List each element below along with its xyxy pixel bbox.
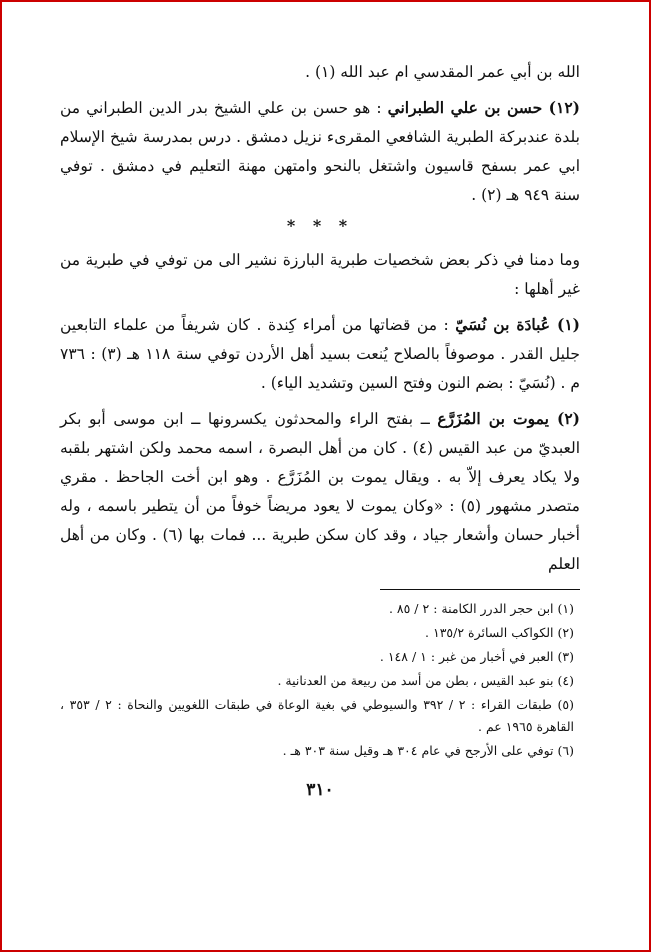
footnote: (٦) توفي على الأرجح في عام ٣٠٤ هـ وقيل سنة ٣٠٣ هـ . xyxy=(282,743,574,758)
entry-heading: (١٢) حسن بن علي الطبراني xyxy=(387,98,580,117)
entry-yamut xyxy=(60,404,580,579)
document-page xyxy=(60,58,580,800)
entry-ubada xyxy=(60,310,580,398)
paragraph-text: وما دمنا في ذكر بعض شخصيات طبرية البارزة نشير الى من توفي في طبرية من غير أهلها : xyxy=(60,251,580,298)
entry-hasan-tabarani xyxy=(60,93,580,210)
paragraph-text: الله بن أبي عمر المقدسي ام عبد الله (١) . xyxy=(305,63,580,81)
entry-text: ــ بفتح الراء والمحدثون يكسرونها ــ ابن موسى أبو بكر العبديّ من عبد القيس (٤) . كان من أهل البصرة ، اسمه محمد ولكن اشتهر بلقبه ولا يكاد يعرف إلاّ به . ويقال يموت بن المُزَرَّع . وهو ابن أخت الجاحظ . مقري متصدر مشهور (٥) : «وكان يموت لا يعود مريضاً خوفاً من أن يتطير باسمه ، وله أخبار حسان وأشعار جياد ، وقد كان سكن طبرية ... فمات بها (٦) . وكان من أهل العلم xyxy=(60,410,580,573)
section-separator: * * * xyxy=(286,216,354,235)
entry-heading: (١) عُبادَة بن نُسَيّ xyxy=(455,315,580,334)
footnote-divider xyxy=(380,589,580,590)
entry-text: : من قضاتها من أمراء كِندة . كان شريفاً من علماء التابعين جليل القدر . موصوفاً بالصلاح يُنعت بسيد أهل الأردن توفي سنة ١١٨ هـ (٣) : ٧٣٦ م . (نُسَيّ : بضم النون وفتح السين وتشديد الياء) . xyxy=(60,316,580,392)
page-number: ٣١٠ xyxy=(306,780,334,800)
paragraph-continuation xyxy=(60,58,580,87)
intro-paragraph xyxy=(60,246,580,304)
footnote: (٢) الكواكب السائرة ١٣٥/٢ . xyxy=(425,625,574,640)
footnote: (١) ابن حجر الدرر الكامنة : ٢ / ٨٥ . xyxy=(388,601,574,616)
footnotes xyxy=(60,598,574,762)
entry-text: : هو حسن بن علي الشيخ بدر الدين الطبراني من بلدة عندبركة الطبرية الشافعي المقرىء نزيل دمشق . درس بمدرسة شيخ الإسلام ابي عمر بسفح قاسيون واشتغل بالنحو وامتهن مهنة التعليم في دمشق . توفي سنة ٩٤٩ هـ (٢) . xyxy=(60,99,580,204)
entry-heading: (٢) يموت بن المُزَرَّع xyxy=(437,409,580,428)
footnote: (٤) بنو عبد القيس ، بطن من أسد من ربيعة من العدنانية . xyxy=(277,673,574,688)
footnote: (٣) العبر في أخبار من غبر : ١ / ١٤٨ . xyxy=(379,649,574,664)
footnote: (٥) طبقات القراء : ٢ / ٣٩٢ والسيوطي في بغية الوعاة في طبقات اللغويين والنحاة : ٢ / ٣٥٣ ، القاهرة ١٩٦٥ عم . xyxy=(60,697,574,734)
